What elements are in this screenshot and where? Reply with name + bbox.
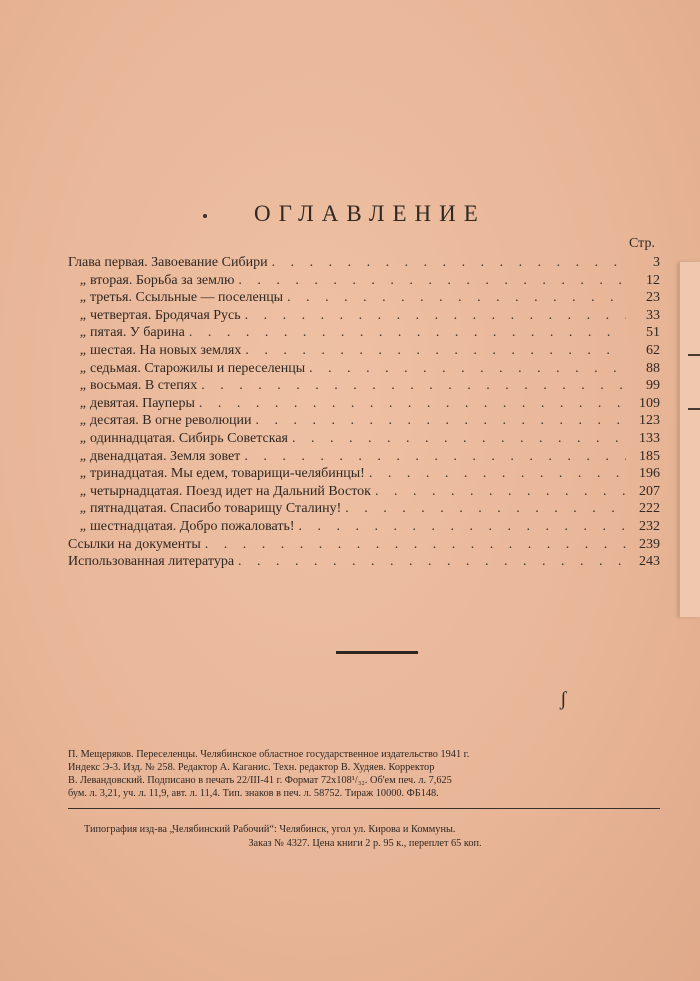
pages-column-header: Стр. xyxy=(629,236,655,251)
toc-row xyxy=(68,360,660,378)
toc-entry-page: 222 xyxy=(639,501,660,517)
ditto-mark: „ xyxy=(79,342,86,358)
toc-entry-page: 207 xyxy=(639,483,660,499)
ditto-mark: „ xyxy=(79,360,86,376)
toc-row xyxy=(68,289,660,307)
ditto-mark: „ xyxy=(79,290,86,306)
toc-row xyxy=(68,430,660,448)
toc-row xyxy=(68,500,660,518)
imprint-separator xyxy=(68,808,660,809)
printing-house-block xyxy=(84,823,660,851)
toc-row xyxy=(68,518,660,536)
toc-row xyxy=(68,254,660,272)
dot-leader xyxy=(245,342,626,360)
toc-entry-label: четырнадцатая. Поезд идет на Дальний Восток xyxy=(90,483,371,499)
dot-leader xyxy=(245,307,626,325)
dot-leader xyxy=(201,377,626,395)
toc-entry-label: шестнадцатая. Добро пожаловать! xyxy=(90,518,295,534)
toc-row xyxy=(68,272,660,290)
toc-entry-page: 133 xyxy=(639,430,660,446)
toc-entry-label: четвертая. Бродячая Русь xyxy=(90,307,241,323)
imprint-line: Индекс Э-3. Изд. № 258. Редактор А. Каганис. Техн. редактор В. Худяев. Корректор xyxy=(68,762,435,773)
toc-entry-page: 33 xyxy=(646,307,660,323)
imprint-line: П. Мещеряков. Переселенцы. Челябинское областное государственное издательство 1941 г. xyxy=(68,749,470,760)
toc-entry-page: 3 xyxy=(653,255,660,270)
toc-row xyxy=(68,412,660,430)
toc-entry-page: 99 xyxy=(646,378,660,394)
toc-entry-label: седьмая. Старожилы и переселенцы xyxy=(90,360,306,376)
ditto-mark: „ xyxy=(79,272,86,288)
dot-leader xyxy=(299,518,626,536)
page-title: ОГЛАВЛЕНИЕ xyxy=(254,201,486,226)
ditto-mark: „ xyxy=(79,413,86,429)
toc-row xyxy=(68,536,660,554)
toc-entry-label: пятая. У барина xyxy=(90,325,185,341)
toc-entry-label: пятнадцатая. Спасибо товарищу Сталину! xyxy=(90,501,342,517)
toc-entry-label: девятая. Пауперы xyxy=(90,395,195,411)
toc-row xyxy=(68,553,660,571)
dot-leader xyxy=(309,360,626,378)
dot-leader xyxy=(238,553,626,571)
toc-row xyxy=(68,448,660,466)
toc-entry-page: 12 xyxy=(646,272,660,288)
ditto-mark: „ xyxy=(79,501,86,517)
toc-row xyxy=(68,395,660,413)
toc-entry-label: восьмая. В степях xyxy=(90,378,198,394)
signature-mark: ʃ xyxy=(560,688,567,710)
imprint-line: бум. л. 3,21, уч. л. 11,9, авт. л. 11,4. Тип. знаков в печ. л. 58752. Тираж 10000. ФБ148. xyxy=(68,788,439,799)
imprint-block xyxy=(68,748,660,809)
press-line: Типография изд-ва „Челябинский Рабочий“: Челябинск, угол ул. Кирова и Коммуны. xyxy=(84,824,456,835)
dot-leader xyxy=(345,500,626,518)
toc-entry-label: десятая. В огне революции xyxy=(90,413,252,429)
dot-leader xyxy=(189,324,626,342)
imprint-line: В. Левандовский. Подписано в печать 22/III-41 г. Формат 72x108¹/₃₂. Об'ем печ. л. 7,625 xyxy=(68,775,452,786)
ink-dot xyxy=(203,214,207,218)
toc-entry-page: 232 xyxy=(639,518,660,534)
toc-row xyxy=(68,342,660,360)
dot-leader xyxy=(244,448,626,466)
toc-entry-page: 88 xyxy=(646,360,660,376)
toc-entry-page: 239 xyxy=(639,536,660,552)
toc-entry-label: шестая. На новых землях xyxy=(90,342,242,358)
ditto-mark: „ xyxy=(79,325,86,341)
dot-leader xyxy=(272,254,626,272)
dot-leader xyxy=(238,272,626,290)
ditto-mark: „ xyxy=(79,466,86,482)
toc-entry-page: 123 xyxy=(639,413,660,429)
toc-entry-label: тринадцатая. Мы едем, товарищи-челябинцы! xyxy=(90,466,365,482)
toc-entry-label: одиннадцатая. Сибирь Советская xyxy=(90,430,288,446)
dot-leader xyxy=(256,412,626,430)
toc-row xyxy=(68,307,660,325)
toc-entry-page: 243 xyxy=(639,554,660,570)
ditto-mark: „ xyxy=(79,307,86,323)
ditto-mark: „ xyxy=(79,378,86,394)
toc-entry-label: двенадцатая. Земля зовет xyxy=(90,448,241,464)
toc-entry-page: 185 xyxy=(639,448,660,464)
press-line: Заказ № 4327. Цена книги 2 р. 95 к., переплет 65 коп. xyxy=(248,838,482,849)
divider-rule xyxy=(336,651,418,654)
toc-entry-label: вторая. Борьба за землю xyxy=(90,272,235,288)
toc-entry-page: 196 xyxy=(639,466,660,482)
dot-leader xyxy=(199,395,626,413)
ditto-mark: „ xyxy=(79,448,86,464)
dot-leader xyxy=(205,536,626,554)
ditto-mark: „ xyxy=(79,518,86,534)
ditto-mark: „ xyxy=(79,430,86,446)
toc-entry-label: Ссылки на документы xyxy=(68,536,201,552)
table-of-contents xyxy=(68,254,660,571)
next-page-edge xyxy=(679,262,700,617)
toc-entry-page: 23 xyxy=(646,290,660,306)
toc-row xyxy=(68,377,660,395)
toc-row xyxy=(68,483,660,501)
dot-leader xyxy=(369,465,626,483)
edge-mark xyxy=(688,354,700,356)
toc-row xyxy=(68,324,660,342)
edge-mark xyxy=(688,408,700,410)
toc-entry-page: 62 xyxy=(646,342,660,358)
dot-leader xyxy=(292,430,626,448)
toc-entry-label: третья. Ссыльные — поселенцы xyxy=(90,290,284,306)
toc-entry-label: Использованная литература xyxy=(68,554,235,570)
toc-entry-page: 109 xyxy=(639,395,660,411)
dot-leader xyxy=(287,289,626,307)
ditto-mark: „ xyxy=(79,483,86,499)
dot-leader xyxy=(375,483,626,501)
toc-entry-page: 51 xyxy=(646,325,660,341)
toc-entry-label: Глава первая. Завоевание Сибири xyxy=(68,255,268,270)
ditto-mark: „ xyxy=(79,395,86,411)
toc-row xyxy=(68,465,660,483)
